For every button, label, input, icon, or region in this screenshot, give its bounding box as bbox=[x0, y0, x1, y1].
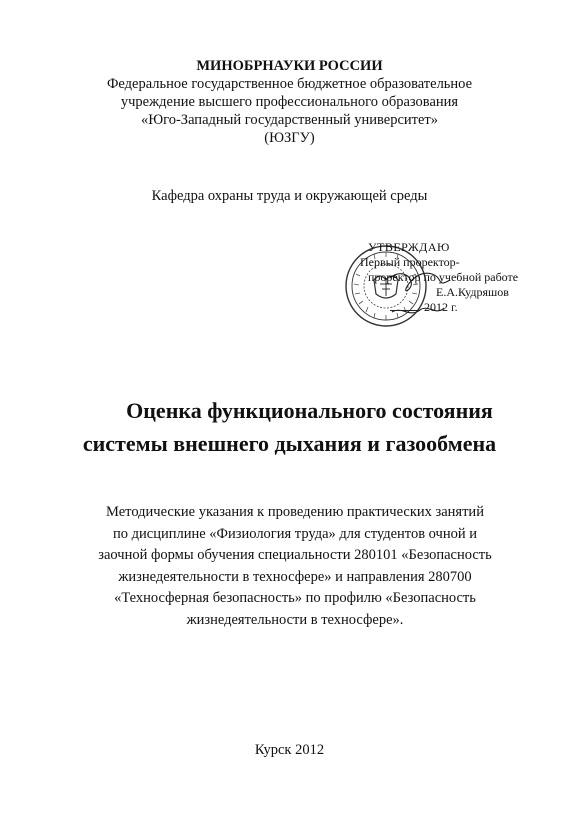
approval-approve: УТВЕРЖДАЮ bbox=[368, 240, 450, 254]
document-title-line-1: Оценка функционального состояния bbox=[126, 398, 493, 423]
approval-position-2: проректор по учебной работе bbox=[368, 270, 519, 284]
ministry-name: МИНОБРНАУКИ РОССИИ bbox=[196, 58, 383, 74]
description-line: жизнедеятельности в техносфере». bbox=[186, 611, 404, 628]
description-line: жизнедеятельности в техносфере» и направления 280700 bbox=[118, 568, 472, 585]
description-line: заочной формы обучения специальности 280101 «Безопасность bbox=[98, 547, 492, 563]
institution-header bbox=[0, 57, 579, 147]
institution-line-2: учреждение высшего профессионального образования bbox=[120, 94, 459, 110]
description-line: по дисциплине «Физиология труда» для студентов очной и bbox=[113, 525, 477, 542]
document-title-line-2: системы внешнего дыхания и газообмена bbox=[82, 431, 497, 456]
approval-signer-name: Е.А.Кудряшов bbox=[436, 285, 509, 299]
approval-date-line bbox=[360, 300, 560, 315]
institution-abbrev: (ЮЗГУ) bbox=[264, 130, 315, 146]
institution-line-1: Федеральное государственное бюджетное образовательное bbox=[106, 76, 473, 92]
institution-line-3: «Юго-Западный государственный университет» bbox=[140, 112, 439, 128]
document-title bbox=[0, 394, 579, 460]
description-line: «Техносферная безопасность» по профилю «Безопасность bbox=[114, 590, 476, 606]
approval-block bbox=[360, 240, 560, 315]
approval-date: 2012 г. bbox=[424, 300, 458, 314]
description-line: Методические указания к проведению практических занятий bbox=[106, 504, 484, 520]
date-underline bbox=[390, 310, 420, 311]
city-year: Курск 2012 bbox=[254, 742, 325, 758]
document-description bbox=[60, 502, 530, 631]
department-name: Кафедра охраны труда и окружающей среды bbox=[151, 188, 428, 204]
approval-position-1: Первый проректор- bbox=[360, 255, 460, 269]
